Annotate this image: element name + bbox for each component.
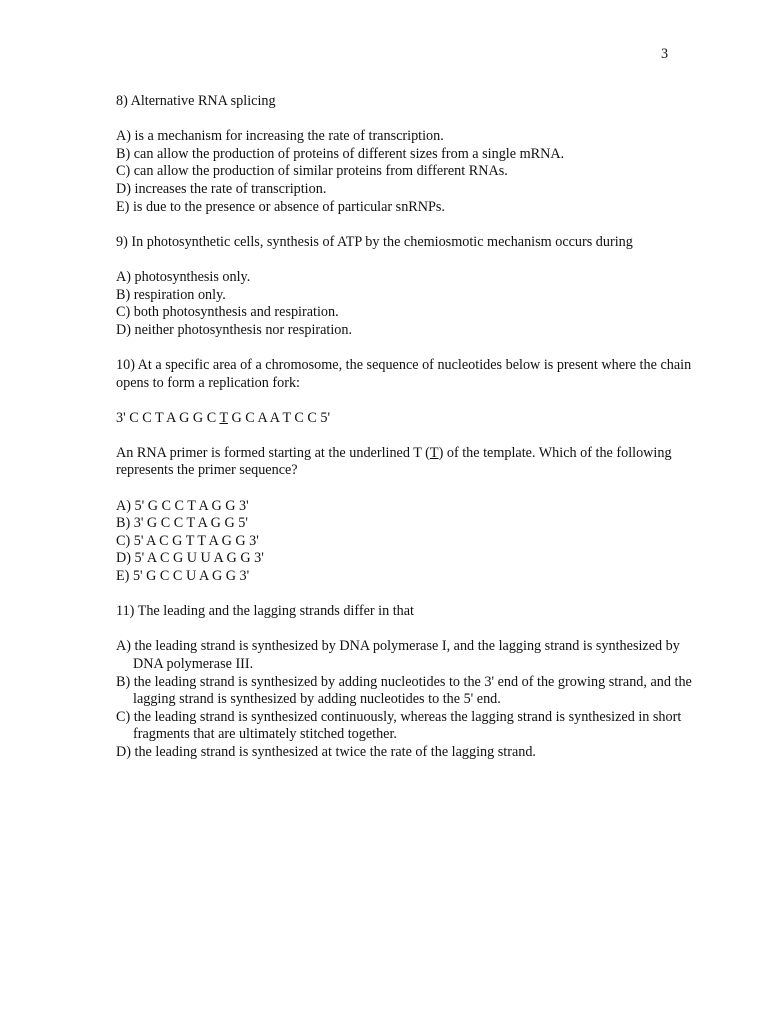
question-11-choice-d: D) the leading strand is synthesized at twice the rate of the lagging strand. (116, 743, 536, 760)
question-8-choice-e: E) is due to the presence or absence of particular snRNPs. (116, 198, 445, 215)
question-10-stem-2 (116, 445, 696, 480)
question-10-choice-e: E) 5' G C C U A G G 3' (116, 568, 250, 585)
question-10-choice-c: C) 5' A C G T T A G G 3' (116, 532, 259, 549)
sequence-underlined-t: T (219, 409, 228, 426)
question-11-choice-b: B) the leading strand is synthesized by adding nucleotides to the 3' end of the growing strand, and the lagging strand is synthesized by adding nucleotides to the 5' end. (116, 673, 692, 708)
question-11 (116, 603, 696, 761)
question-11-choice-a: A) the leading strand is synthesized by DNA polymerase I, and the lagging strand is synthesized by DNA polymerase III. (116, 638, 680, 672)
question-9-choice-b: B) respiration only. (116, 286, 226, 303)
question-10-choice-a: A) 5' G C C T A G G 3' (116, 497, 249, 514)
stem2-underlined-t: T (429, 444, 439, 461)
stem2-after: ) of the template. Which of the following represents the primer sequence? (116, 444, 672, 479)
question-8-choice-b: B) can allow the production of proteins of different sizes from a single mRNA. (116, 145, 565, 162)
question-9-stem: 9) In photosynthetic cells, synthesis of ATP by the chemiosmotic mechanism occurs during (116, 233, 633, 250)
question-8-choice-a: A) is a mechanism for increasing the rate of transcription. (116, 128, 444, 145)
question-10-choice-d: D) 5' A C G U U A G G 3' (116, 550, 264, 567)
question-8-stem: 8) Alternative RNA splicing (116, 93, 276, 109)
question-9-choices (116, 269, 696, 339)
question-8-choice-d: D) increases the rate of transcription. (116, 180, 327, 197)
question-8-choice-c: C) can allow the production of similar proteins from different RNAs. (116, 163, 508, 180)
question-11-stem: 11) The leading and the lagging strands differ in that (116, 603, 414, 620)
question-9-choice-a: A) photosynthesis only. (116, 268, 251, 285)
sequence-before: 3' C C T A G G C (116, 409, 220, 426)
question-10-choices (116, 498, 696, 586)
question-9 (116, 234, 696, 340)
question-10 (116, 357, 696, 586)
question-10-stem: 10) At a specific area of a chromosome, the sequence of nucleotides below is present where the chain opens to form a replication fork: (116, 356, 692, 391)
question-9-choice-d: D) neither photosynthesis nor respiration. (116, 321, 353, 338)
page-number: 3 (661, 46, 669, 62)
document-body (116, 93, 696, 779)
question-8-choices (116, 128, 696, 216)
question-11-choices (116, 638, 696, 761)
question-10-choice-b: B) 3' G C C T A G G 5' (116, 515, 248, 532)
question-11-choice-c: C) the leading strand is synthesized continuously, whereas the lagging strand is synthesized in short fragments that are ultimately stitched together. (116, 708, 682, 743)
stem2-before: An RNA primer is formed starting at the underlined T ( (116, 444, 430, 461)
sequence-after: G C A A T C C 5' (227, 409, 331, 426)
question-8 (116, 93, 696, 216)
template-sequence (116, 410, 696, 428)
question-9-choice-c: C) both photosynthesis and respiration. (116, 304, 339, 321)
